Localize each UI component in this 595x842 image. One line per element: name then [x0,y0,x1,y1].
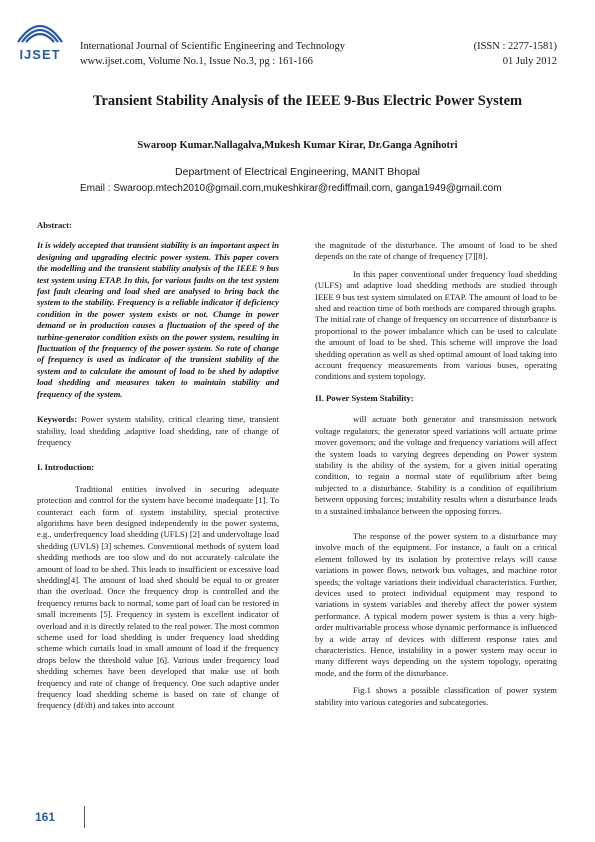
journal-header [80,39,345,69]
right-para-1: the magnitude of the disturbance. The amount of load to be shed depends on the rate of change of frequency [7][8]. [315,240,557,262]
department: Department of Electrical Engineering, MANIT Bhopal [175,166,420,178]
section2-heading: II. Power System Stability: [315,392,414,403]
paper-title: Transient Stability Analysis of the IEEE 9-Bus Electric Power System [92,93,523,109]
page-number: 161 [35,810,56,824]
journal-name: International Journal of Scientific Engineering and Technology [80,41,345,52]
email-line: Email : Swaroop.mtech2010@gmail.com,mukeshkirar@rediffmail.com, ganga1949@gmail.com [80,183,502,194]
issn: (ISSN : 2277-1581) [473,41,557,52]
authors: Swaroop Kumar.Nallagalva,Mukesh Kumar Kirar, Dr.Ganga Agnihotri [137,140,458,151]
keywords-label: Keywords: [37,414,78,425]
journal-meta [474,39,557,69]
issue-date: 01 July 2012 [502,56,557,67]
journal-site-volume: www.ijset.com, Volume No.1, Issue No.3, pg : 161-166 [80,56,313,67]
abstract-body: It is widely accepted that transient stability is an important aspect in designing and upgrading electric power system. This paper covers the modelling and the transient stability analysis of the IEEE 9 bus test system using ETAP. In this, for various faults on the test system fast fault clearing and load shed are analysed to bring back the system to the stability. Frequency is a reliable indicator if deficiency condition in the power system exists or not. Change in power demand or in production causes a fluctuation of the speed of the turbine-generator condition exists on the power system, resulting in fluctuation of the frequency of the power system. So rate of change of frequency is used as indicator of the transient stability of the system and to calculate the amount of load to be shed by adaptive load shedding and measures taken to maintain stability and frequency of the system. [37,240,279,399]
right-para-5: Fig.1 shows a possible classification of power system stability into various categories and subcategories. [315,685,557,707]
intro-heading: I. Introduction: [37,462,95,473]
keywords-text: Power system stability, critical clearing time, transient stability, load shedding ,adaptive load shedding, rate of change of frequency [37,414,279,447]
ijset-logo [8,12,72,64]
logo-text: IJSET [19,47,61,62]
keywords [37,414,279,448]
left-column [37,220,279,718]
abstract-heading: Abstract: [37,220,72,230]
right-para-3: will actuate both generator and transmission network voltage regulators; the generator speed variations will actuate prime mover governors; and the voltage and frequency variations will affect the system loads to varying degrees depending on Power system stability is the ability of the system, for a given initial operating condition, to regain a normal state of equilibrium after being subjected to a disturbance. Stability is a condition of equilibrium between opposing forces; instability results when a disturbance leads to a sustained imbalance between the opposing forces. [315,414,557,516]
intro-body: Traditional entities involved in securing adequate protection and control for the system have become inadequate [1]. To counteract each form of system instability, special protective algorithms have been designed independently in the power systems, e.g., underfrequency load shedding (UFLS) [2] and undervoltage load shedding (UVLS) [3] schemes. Conventional methods of system load shedding methods are too slow and do not accurately calculate the amount of load to be shed. This leads to insufficient or excessive load shedding[4]. The amount of load shed should be equal to or greater than the overload. Once the frequency drop is controlled and the frequency returns back to normal, some part of load can be restored in small increments [5]. Frequency in system is excellent indicator of overload and it is directly related to the real power. The most common scheme used for load shedding is under frequency load shedding scheme which curtails load in small amount of load if the frequency drops below the threshold value [6]. Various under frequency load shedding schemes have been developed that make use of both frequency and rate of change of frequency. One such adaptive under frequency load shedding scheme is based on rate of change of frequency (df/dt) and takes into account [37,483,279,711]
right-para-2: In this paper conventional under frequency load shedding (ULFS) and adaptive load shedding methods are studied through IEEE 9 bus test system simulated on ETAP. The amount of load to be shed and reaction time of both methods are compared through graphs. The initial rate of change of frequency on occurrence of disturbance is proportional to the power imbalance which can be used to calculate the amount of load to be shed. This scheme will improve the load shedding operation as well as shed optimal amount of load taking into account frequency measurements from various buses, operating conditions and system topology. [315,268,557,382]
page-number-divider [84,806,85,828]
right-column [315,240,557,714]
right-para-4: The response of the power system to a disturbance may involve much of the equipment. For instance, a fault on a critical element followed by its isolation by protective relays will cause variations in power flows, network bus voltages, and machine rotor speeds; the voltage variations their individual characteristics. Further, devices used to protect individual equipment may respond to variations in system variables and thereby affect the power system performance. A typical modern power system is thus a very high-order multivariable process whose dynamic performance is influenced by a wide array of devices with different response rates and characteristics. Hence, instability in a power system may occur in many different ways depending on the system topology, operating mode, and the form of the disturbance. [315,530,557,678]
